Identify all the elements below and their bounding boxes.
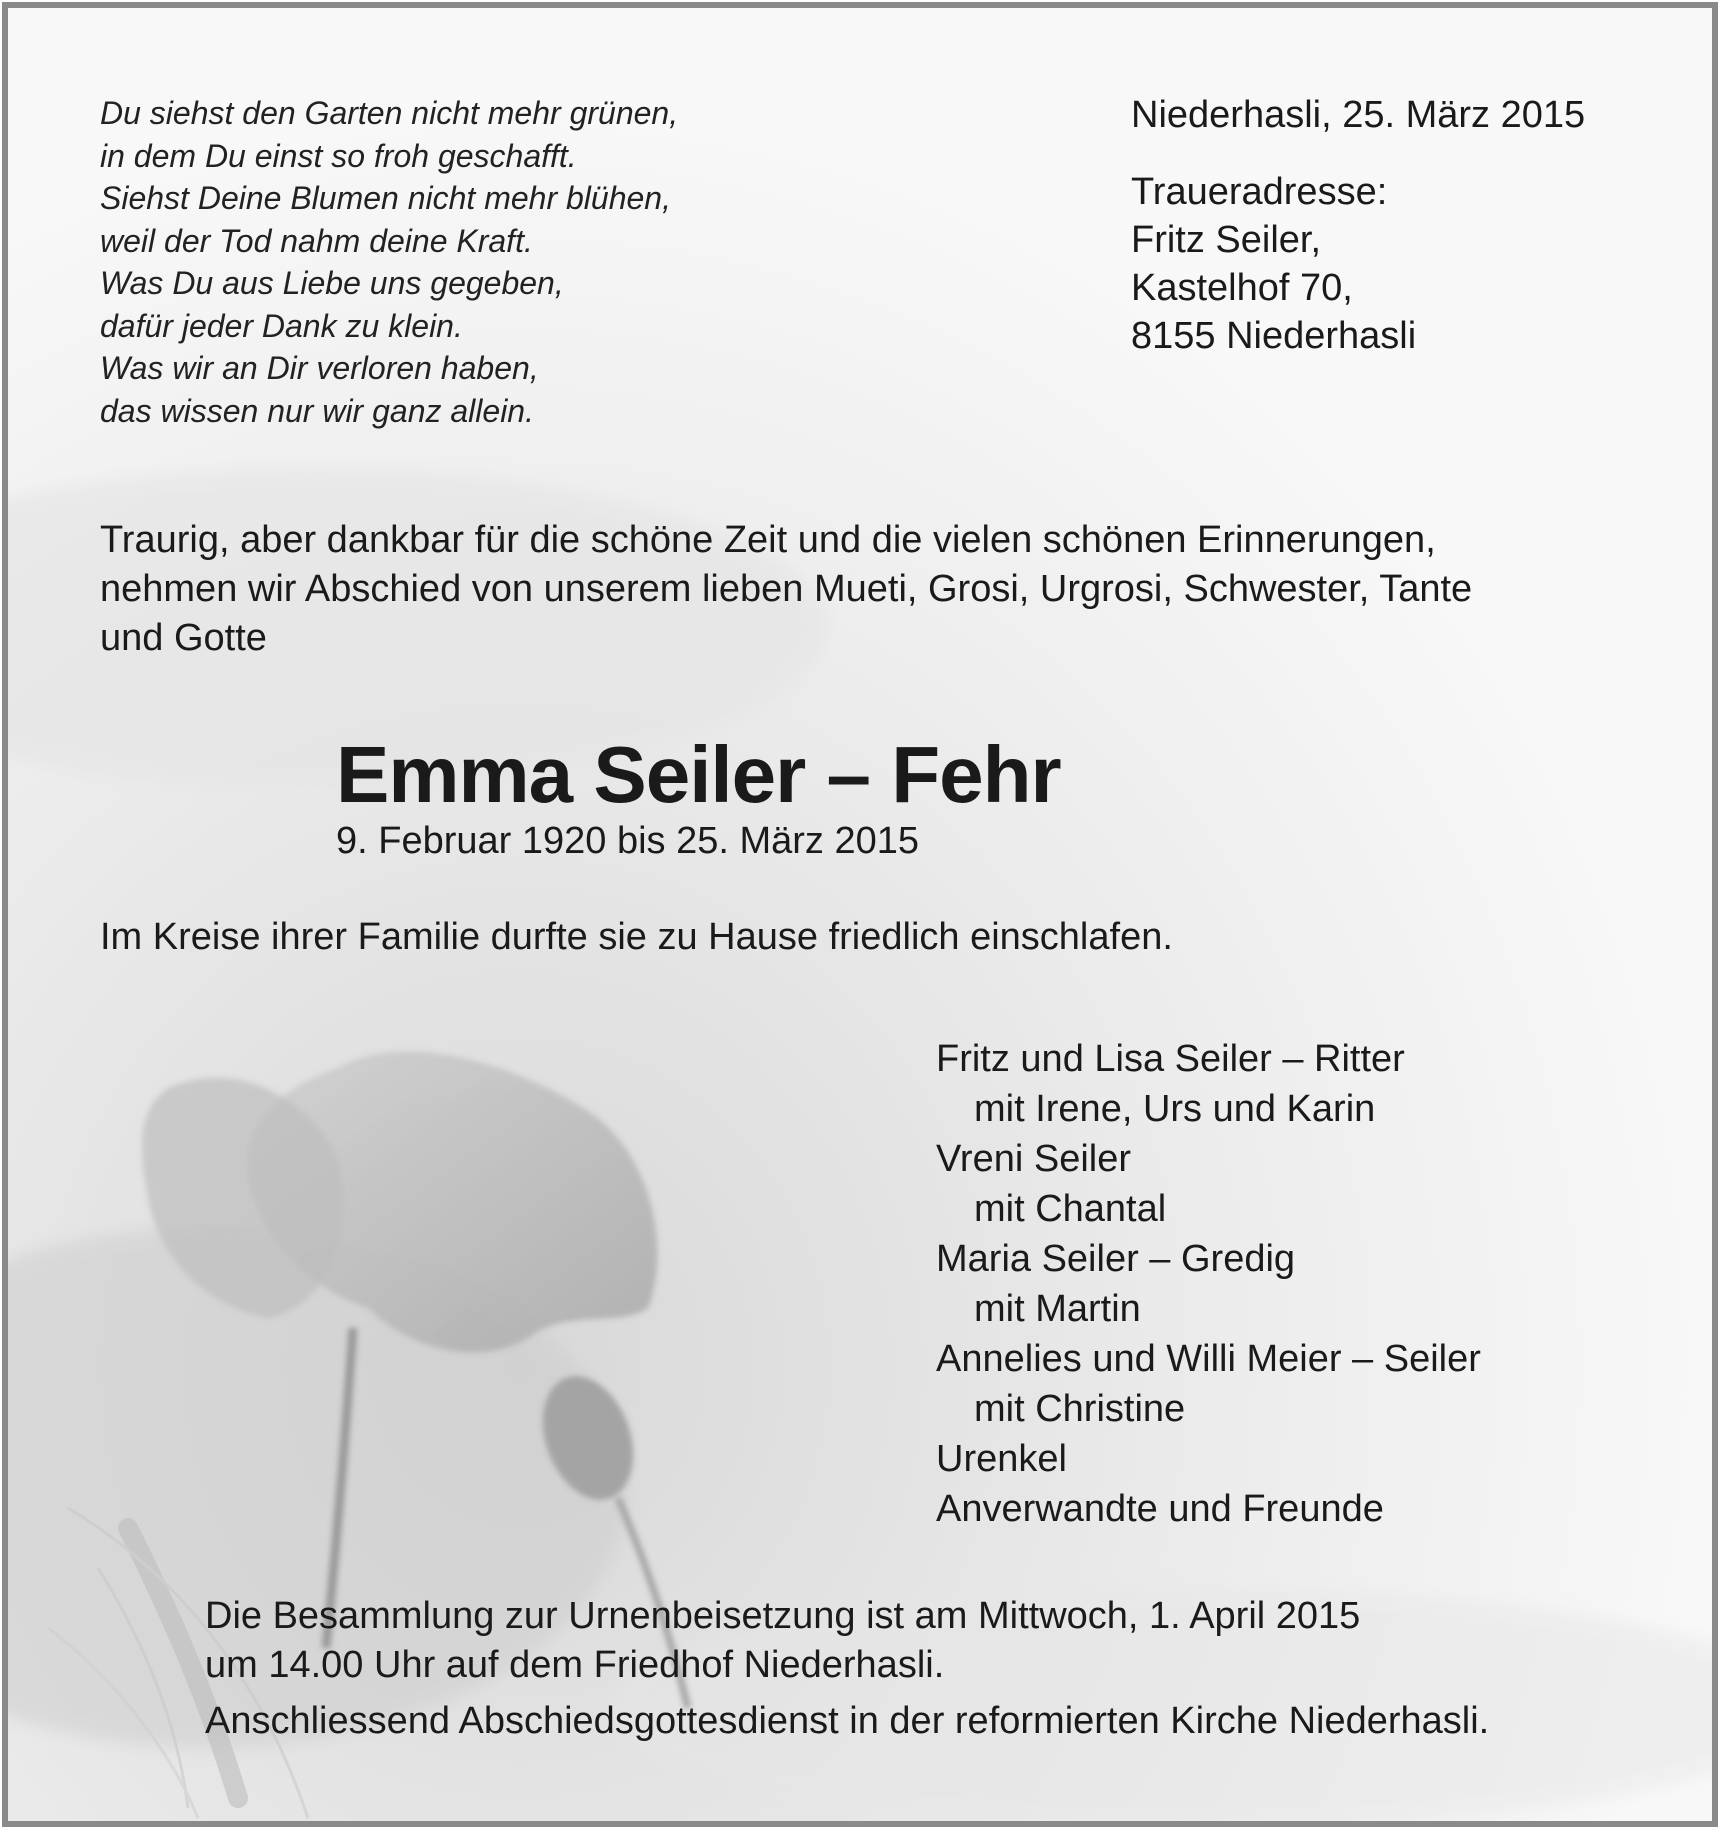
peace-statement: Im Kreise ihrer Familie durfte sie zu Hause friedlich einschlafen. — [100, 916, 1173, 958]
intro-line: nehmen wir Abschied von unserem lieben Mueti, Grosi, Urgrosi, Schwester, Tante — [100, 568, 1473, 610]
poem-line: Was wir an Dir verloren haben, — [100, 350, 539, 386]
mourner-entry: Vreni Seiler — [936, 1138, 1132, 1180]
mourning-address — [1131, 168, 1416, 360]
mourner-entry: Anverwandte und Freunde — [936, 1488, 1384, 1530]
ceremony-line: Anschliessend Abschiedsgottesdienst in der reformierten Kirche Niederhasli. — [205, 1700, 1490, 1742]
mourner-sub-entry: mit Martin — [974, 1288, 1141, 1330]
poem-line: weil der Tod nahm deine Kraft. — [100, 222, 533, 259]
memorial-poem — [100, 92, 678, 432]
ceremony-line: um 14.00 Uhr auf dem Friedhof Niederhasli. — [205, 1644, 945, 1686]
poem-line: das wissen nur wir ganz allein. — [100, 392, 534, 429]
mourner-entry: Fritz und Lisa Seiler – Ritter — [936, 1038, 1405, 1080]
intro-line: Traurig, aber dankbar für die schöne Zeit und die vielen schönen Erinnerungen, — [100, 519, 1436, 561]
place-and-date: Niederhasli, 25. März 2015 — [1131, 94, 1586, 136]
ceremony-details — [205, 1592, 1489, 1746]
poem-line: in dem Du einst so froh geschafft. — [100, 137, 577, 174]
address-name: Fritz Seiler, — [1131, 219, 1322, 261]
address-street: Kastelhof 70, — [1131, 267, 1353, 309]
address-label: Traueradresse: — [1131, 171, 1388, 213]
farewell-intro — [100, 516, 1660, 663]
intro-line: und Gotte — [100, 617, 267, 659]
poem-line: Was Du aus Liebe uns gegeben, — [100, 265, 564, 301]
mourner-sub-entry: mit Chantal — [974, 1188, 1167, 1230]
mourner-entry: Urenkel — [936, 1438, 1067, 1480]
poem-line: Siehst Deine Blumen nicht mehr blühen, — [100, 180, 671, 216]
poem-line: dafür jeder Dank zu klein. — [100, 307, 463, 344]
mourner-entry: Maria Seiler – Gredig — [936, 1238, 1296, 1280]
mourner-entry: Annelies und Willi Meier – Seiler — [936, 1338, 1481, 1380]
ceremony-line: Die Besammlung zur Urnenbeisetzung ist am Mittwoch, 1. April 2015 — [205, 1595, 1361, 1637]
deceased-name: Emma Seiler – Fehr — [336, 730, 1061, 819]
mourners-list — [936, 1034, 1481, 1534]
mourner-sub-entry: mit Irene, Urs und Karin — [974, 1088, 1376, 1130]
poem-line: Du siehst den Garten nicht mehr grünen, — [100, 95, 679, 131]
life-dates: 9. Februar 1920 bis 25. März 2015 — [336, 820, 920, 862]
obituary-notice — [2, 2, 1718, 1827]
address-city: 8155 Niederhasli — [1131, 315, 1417, 357]
mourner-sub-entry: mit Christine — [974, 1388, 1186, 1430]
